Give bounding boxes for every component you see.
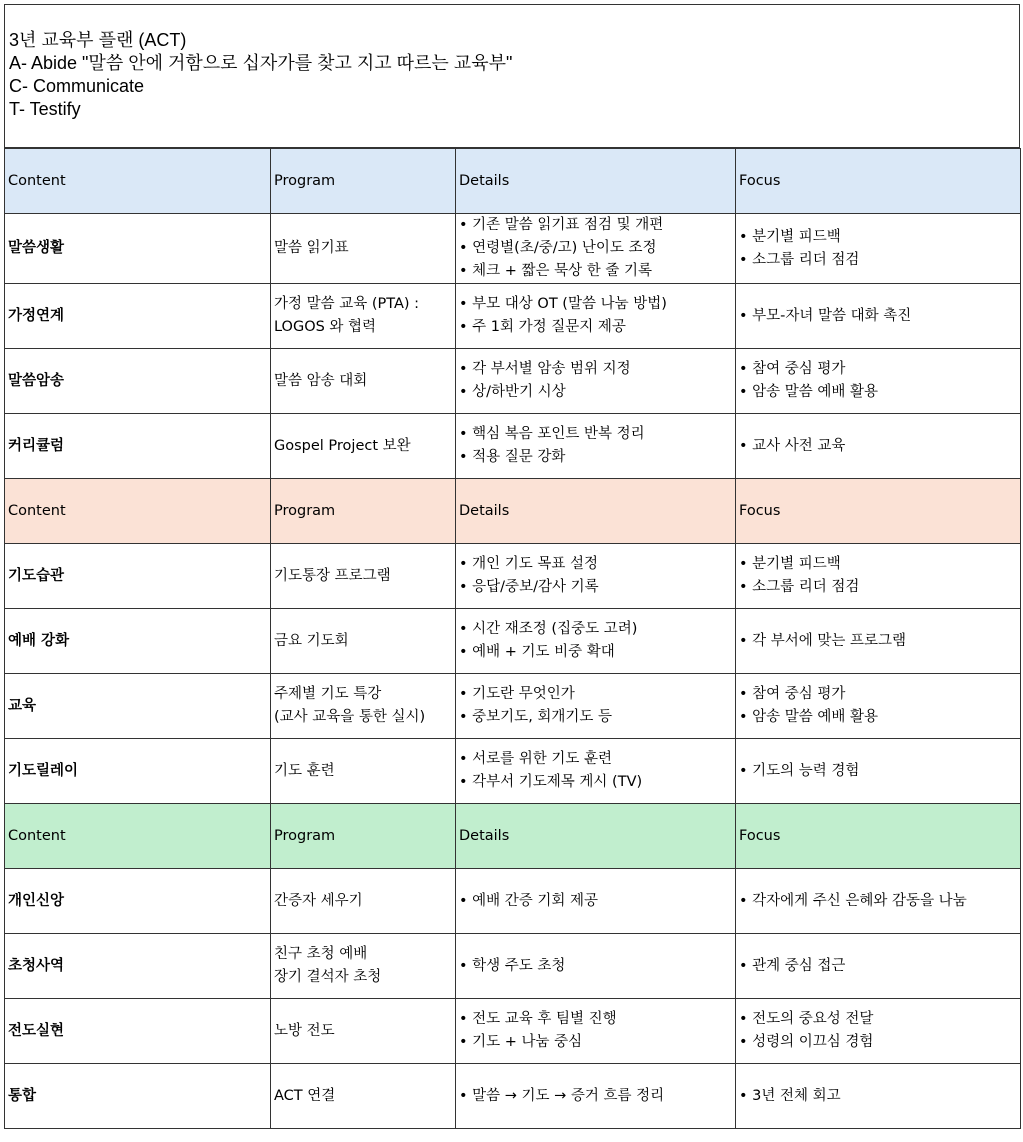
content-cell: 예배 강화 bbox=[5, 609, 271, 674]
program-line: 금요 기도회 bbox=[274, 632, 349, 649]
focus-item: • 교사 사전 교육 bbox=[739, 437, 846, 454]
program-line: 노방 전도 bbox=[274, 1022, 335, 1039]
header-details: Details bbox=[456, 149, 736, 214]
focus-cell bbox=[736, 284, 1021, 349]
details-cell bbox=[456, 414, 736, 479]
focus-item: • 소그룹 리더 점검 bbox=[739, 579, 860, 595]
plan-table-body bbox=[5, 149, 1021, 1129]
plan-table bbox=[4, 148, 1021, 1129]
program-cell bbox=[271, 739, 456, 804]
detail-item: • 연령별(초/중/고) 난이도 조정 bbox=[459, 240, 657, 256]
header-details: Details bbox=[456, 479, 736, 544]
section-header-row bbox=[5, 479, 1021, 544]
program-line: 간증자 세우기 bbox=[274, 892, 363, 909]
program-cell bbox=[271, 934, 456, 999]
content-cell: 말씀생활 bbox=[5, 214, 271, 284]
communicate-line: C- Communicate bbox=[9, 76, 145, 96]
table-row bbox=[5, 999, 1021, 1064]
program-cell bbox=[271, 414, 456, 479]
table-row bbox=[5, 609, 1021, 674]
content-cell: 개인신앙 bbox=[5, 869, 271, 934]
detail-item: • 각부서 기도제목 게시 (TV) bbox=[459, 774, 643, 790]
detail-item: • 주 1회 가정 질문지 제공 bbox=[459, 319, 626, 335]
table-row bbox=[5, 1064, 1021, 1129]
program-line: 기도통장 프로그램 bbox=[274, 567, 391, 584]
focus-item: • 각 부서에 맞는 프로그램 bbox=[739, 632, 907, 649]
details-cell bbox=[456, 999, 736, 1064]
focus-item: • 기도의 능력 경험 bbox=[739, 762, 860, 779]
content-cell: 가정연계 bbox=[5, 284, 271, 349]
program-cell bbox=[271, 284, 456, 349]
detail-item: • 중보기도, 회개기도 등 bbox=[459, 709, 613, 725]
table-row bbox=[5, 284, 1021, 349]
table-row bbox=[5, 349, 1021, 414]
program-cell bbox=[271, 999, 456, 1064]
details-cell bbox=[456, 739, 736, 804]
focus-cell bbox=[736, 609, 1021, 674]
focus-item: • 전도의 중요성 전달 bbox=[739, 1011, 874, 1027]
table-row bbox=[5, 739, 1021, 804]
detail-item: • 기존 말씀 읽기표 점검 및 개편 bbox=[459, 217, 664, 233]
section-header-row bbox=[5, 149, 1021, 214]
abide-line: A- Abide "말씀 안에 거함으로 십자가를 찾고 지고 따르는 교육부" bbox=[9, 53, 513, 73]
focus-cell bbox=[736, 674, 1021, 739]
focus-cell bbox=[736, 739, 1021, 804]
focus-cell bbox=[736, 869, 1021, 934]
content-cell: 통합 bbox=[5, 1064, 271, 1129]
program-line: 가정 말씀 교육 (PTA) : bbox=[274, 296, 420, 312]
program-cell bbox=[271, 674, 456, 739]
content-cell: 전도실현 bbox=[5, 999, 271, 1064]
detail-item: • 핵심 복음 포인트 반복 정리 bbox=[459, 426, 645, 442]
focus-item: • 3년 전체 회고 bbox=[739, 1087, 841, 1104]
details-cell bbox=[456, 934, 736, 999]
focus-item: • 암송 말씀 예배 활용 bbox=[739, 709, 879, 725]
program-line: 장기 결석자 초청 bbox=[274, 969, 382, 985]
header-content: Content bbox=[5, 804, 271, 869]
program-line: Gospel Project 보완 bbox=[274, 437, 411, 454]
focus-item: • 분기별 피드백 bbox=[739, 228, 841, 245]
details-cell bbox=[456, 214, 736, 284]
program-line: 주제별 기도 특강 bbox=[274, 686, 382, 702]
detail-item: • 부모 대상 OT (말씀 나눔 방법) bbox=[459, 296, 667, 312]
title-box bbox=[4, 4, 1020, 148]
detail-item: • 시간 재조정 (집중도 고려) bbox=[459, 621, 638, 637]
content-cell: 기도릴레이 bbox=[5, 739, 271, 804]
details-cell bbox=[456, 609, 736, 674]
focus-cell bbox=[736, 349, 1021, 414]
detail-item: • 응답/중보/감사 기록 bbox=[459, 579, 599, 595]
focus-cell bbox=[736, 414, 1021, 479]
table-row bbox=[5, 214, 1021, 284]
detail-item: • 서로를 위한 기도 훈련 bbox=[459, 751, 613, 767]
program-line: 말씀 읽기표 bbox=[274, 240, 349, 256]
focus-item: • 각자에게 주신 은혜와 감동을 나눔 bbox=[739, 892, 967, 909]
focus-item: • 성령의 이끄심 경험 bbox=[739, 1034, 874, 1050]
table-row bbox=[5, 869, 1021, 934]
content-cell: 커리큘럼 bbox=[5, 414, 271, 479]
focus-cell bbox=[736, 1064, 1021, 1129]
detail-item: • 학생 주도 초청 bbox=[459, 957, 566, 974]
detail-item: • 각 부서별 암송 범위 지정 bbox=[459, 361, 631, 377]
table-row bbox=[5, 674, 1021, 739]
focus-item: • 참여 중심 평가 bbox=[739, 686, 846, 702]
header-program: Program bbox=[271, 149, 456, 214]
details-cell bbox=[456, 349, 736, 414]
program-cell bbox=[271, 214, 456, 284]
header-program: Program bbox=[271, 479, 456, 544]
testify-line: T- Testify bbox=[9, 99, 81, 119]
focus-item: • 참여 중심 평가 bbox=[739, 361, 846, 377]
program-line: 기도 훈련 bbox=[274, 762, 335, 779]
focus-item: • 관계 중심 접근 bbox=[739, 957, 846, 974]
detail-item: • 체크 + 짧은 묵상 한 줄 기록 bbox=[459, 263, 653, 279]
content-cell: 말씀암송 bbox=[5, 349, 271, 414]
details-cell bbox=[456, 284, 736, 349]
content-cell: 초청사역 bbox=[5, 934, 271, 999]
header-program: Program bbox=[271, 804, 456, 869]
focus-item: • 부모-자녀 말씀 대화 촉진 bbox=[739, 307, 912, 324]
detail-item: • 예배 + 기도 비중 확대 bbox=[459, 644, 615, 660]
program-line: 친구 초청 예배 bbox=[274, 946, 368, 962]
details-cell bbox=[456, 869, 736, 934]
focus-cell bbox=[736, 214, 1021, 284]
detail-item: • 예배 간증 기회 제공 bbox=[459, 892, 599, 909]
section-header-row bbox=[5, 804, 1021, 869]
focus-cell bbox=[736, 934, 1021, 999]
program-line: ACT 연결 bbox=[274, 1087, 336, 1104]
details-cell bbox=[456, 674, 736, 739]
program-cell bbox=[271, 544, 456, 609]
content-cell: 교육 bbox=[5, 674, 271, 739]
plan-title: 3년 교육부 플랜 (ACT) bbox=[9, 30, 187, 50]
table-row bbox=[5, 544, 1021, 609]
program-cell bbox=[271, 1064, 456, 1129]
table-row bbox=[5, 934, 1021, 999]
focus-item: • 암송 말씀 예배 활용 bbox=[739, 384, 879, 400]
program-cell bbox=[271, 869, 456, 934]
header-details: Details bbox=[456, 804, 736, 869]
program-cell bbox=[271, 349, 456, 414]
focus-item: • 소그룹 리더 점검 bbox=[739, 251, 860, 268]
detail-item: • 상/하반기 시상 bbox=[459, 384, 566, 400]
header-focus: Focus bbox=[736, 479, 1021, 544]
detail-item: • 기도 + 나눔 중심 bbox=[459, 1034, 583, 1050]
details-cell bbox=[456, 544, 736, 609]
detail-item: • 기도란 무엇인가 bbox=[459, 686, 575, 702]
details-cell bbox=[456, 1064, 736, 1129]
content-cell: 기도습관 bbox=[5, 544, 271, 609]
detail-item: • 말씀 → 기도 → 증거 흐름 정리 bbox=[459, 1087, 665, 1104]
header-focus: Focus bbox=[736, 804, 1021, 869]
focus-cell bbox=[736, 999, 1021, 1064]
detail-item: • 적용 질문 강화 bbox=[459, 449, 566, 465]
program-line: (교사 교육을 통한 실시) bbox=[274, 709, 426, 725]
header-content: Content bbox=[5, 149, 271, 214]
detail-item: • 개인 기도 목표 설정 bbox=[459, 556, 599, 572]
header-content: Content bbox=[5, 479, 271, 544]
program-line: 말씀 암송 대회 bbox=[274, 372, 368, 389]
detail-item: • 전도 교육 후 팀별 진행 bbox=[459, 1011, 617, 1027]
program-cell bbox=[271, 609, 456, 674]
table-row bbox=[5, 414, 1021, 479]
focus-item: • 분기별 피드백 bbox=[739, 556, 841, 572]
header-focus: Focus bbox=[736, 149, 1021, 214]
program-line: LOGOS 와 협력 bbox=[274, 319, 377, 335]
focus-cell bbox=[736, 544, 1021, 609]
plan-sheet bbox=[4, 4, 1020, 1138]
